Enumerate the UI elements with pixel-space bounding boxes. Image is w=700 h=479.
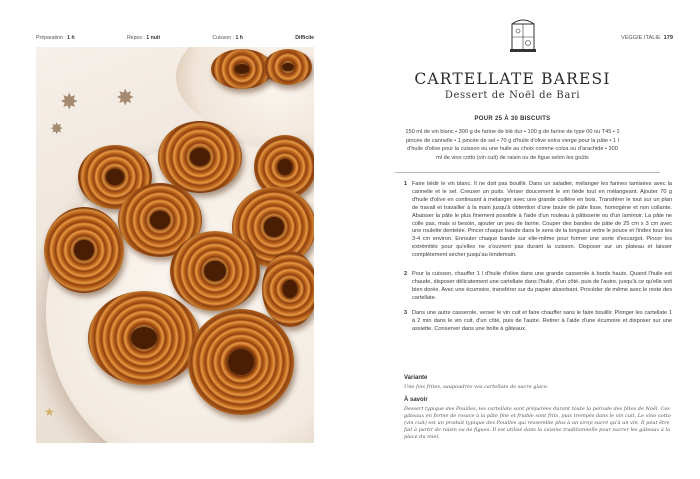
step-3: [404, 310, 672, 334]
variante-heading: Variante: [404, 375, 428, 381]
step-2: [404, 271, 672, 303]
cookie: [262, 251, 314, 327]
star-anise-icon: ✸: [50, 121, 64, 138]
cookie: [44, 207, 124, 293]
cookie: [188, 309, 294, 415]
recipe-title: CARTELLATE BARESI: [414, 70, 611, 88]
recipe-meta-bar: [36, 35, 314, 45]
cookie: [264, 49, 312, 85]
step-text: Pour la cuisson, chauffer 1 l d'huile d'olive dans une grande casserole à bords hauts. Quand l'huile est chaude, disposer délicatement une cartellate dans l'huile, d'un côté, puis de l'autre, jusqu'à ce qu'elle soit bien dorée. Avec une écumoire, transférer sur du papier absorbant. Procéder de même avec le reste des cartellate.: [412, 271, 672, 301]
page-number: 179: [663, 35, 673, 41]
gold-star-icon: ★: [44, 405, 55, 419]
a-savoir-heading: À savoir: [404, 397, 428, 403]
step-text: Dans une autre casserole, verser le vin cuit et faire chauffer sans le faire bouillir. Plonger les cartellate 1 à 2 min dans le vin cuit, d'un côté, puis de l'autre. Retirer à l'aide d'une écumoire et disposer sur une assiette. Conserver dans une boîte à gâteaux.: [412, 310, 672, 332]
step-number: 1: [404, 181, 408, 187]
recipe-servings: POUR 25 À 30 BISCUITS: [474, 116, 551, 122]
cookie: [170, 231, 260, 311]
step-1: [404, 181, 672, 260]
a-savoir-text: Dessert typique des Pouilles, les cartellate sont préparées durant toute la période des fêtes de Noël. Ces gâteaux en forme de rosace à la pâte fine et friable sont frits, puis trempés dans le vin cuit. Le vino cotto (vin cuit) est un produit typique des Pouilles qui ressemble plus à un sirop sucré qu'à un vin. Il peut être fait à partir de raisin ou de figues. Il est utilisé dans la cuisine traditionnelle pour sucrer les gâteaux à la place du miel.: [404, 406, 671, 440]
section-divider: [395, 172, 660, 173]
step-number: 2: [404, 271, 408, 277]
variante-text: Une fois frites, saupoudrez vos cartellate de sucre glace.: [404, 384, 549, 390]
difficulty-level: Difficile: [295, 35, 314, 41]
step-number: 3: [404, 310, 408, 316]
prep-time: Préparation : 1 h: [36, 35, 75, 41]
star-anise-icon: ✸: [116, 85, 135, 110]
section-name: VEGGIE ITALIE: [620, 35, 661, 41]
rest-time: Repos : 1 nuit: [126, 35, 161, 41]
cookie: [158, 121, 242, 193]
running-header: [603, 35, 673, 41]
window-illustration-icon: [510, 18, 536, 52]
ingredients-list: 150 ml de vin blanc • 300 g de farine de blé dur • 100 g de farine de type 00 ou T45 • 1 pincée de cannelle • 1 pincée de sel • 70 g d'huile d'olive extra vierge pour la pâte • 1 l d'huile d'olive pour la cuisson ou une huile au choix comme colza ou d'arachide • 300 ml de vino cotto (vin cuit) de raisin ou de figue selon les goûts: [405, 129, 620, 161]
star-anise-icon: ✸: [60, 89, 79, 114]
cookie: [88, 291, 200, 385]
recipe-subtitle: Dessert de Noël de Bari: [444, 90, 581, 101]
cook-time: Cuisson : 1 h: [212, 35, 243, 41]
step-text: Faire tiédir le vin blanc. Il ne doit pas bouillir. Dans un saladier, mélanger les farines tamisées avec la cannelle et le sel. Creuser un puits. Verser doucement le vin tiède tout en mélangeant. Ajouter 70 g d'huile d'olive en continuant à mélanger avec une grande cuillère en bois. Transférer le tout sur un plan de travail et travailler à la main jusqu'à obtention d'une boule de pâte lisse, homogène et non collante. Abaisser la pâte le plus finement possible à l'aide d'un rouleau à pâtisserie ou d'un laminoir. La pâte ne colle pas, mais si besoin, ajouter un peu de farine. Couper des bandes de pâte de 25 cm x 3 cm avec une roulette dentelée. Pincer chaque bande dans le sens de la longueur entre le pouce et l'index tous les 3-4 cm environ. Enrouler chaque bande sur elle-même pour former une sorte d'escargot. Pincer les extrémités pour qu'elles ne s'ouvrent pas durant la cuisson. Disposer sur un plateau et laisser complètement sécher jusqu'au lendemain.: [412, 181, 672, 259]
cartellate-photo: [36, 47, 314, 443]
